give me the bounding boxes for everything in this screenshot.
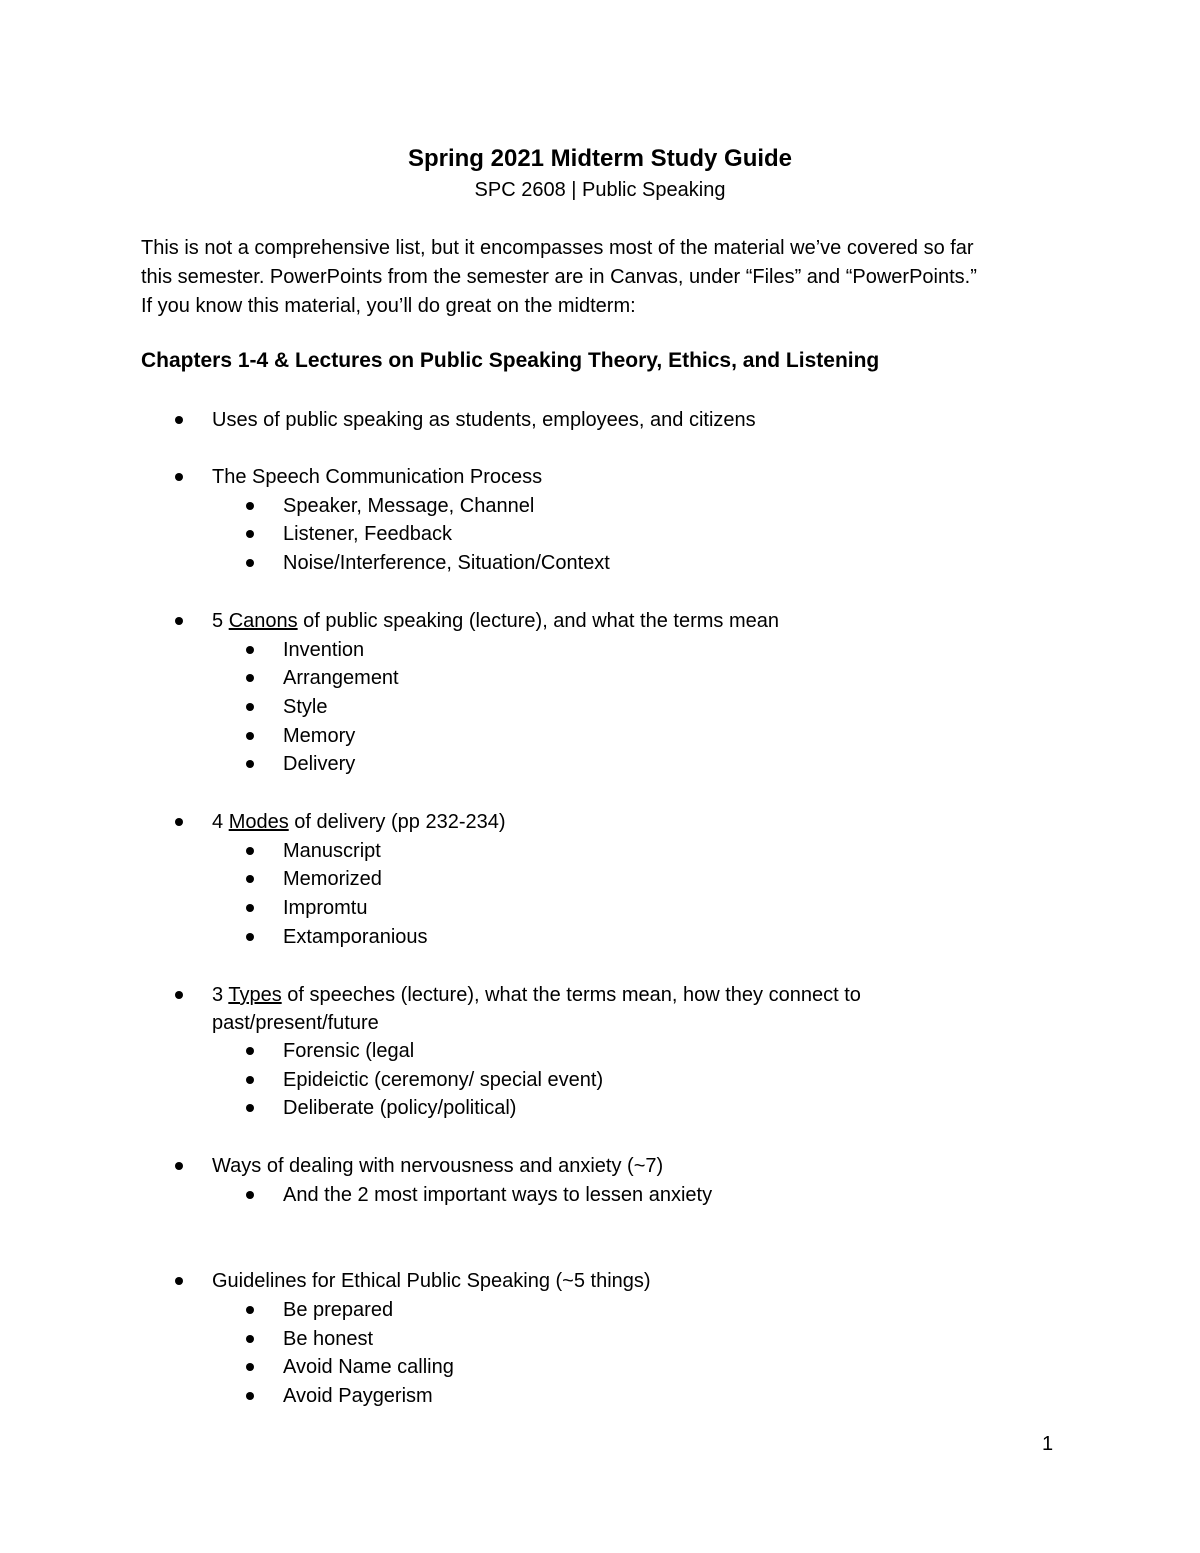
sublist-item-text: Listener, Feedback bbox=[283, 523, 452, 545]
bullet-icon bbox=[246, 559, 254, 567]
bullet-icon bbox=[246, 760, 254, 768]
sublist-item-text: Manuscript bbox=[283, 840, 381, 862]
document-subtitle: SPC 2608 | Public Speaking bbox=[474, 179, 726, 201]
sublist-item bbox=[283, 1037, 414, 1065]
sublist-item-text: Be honest bbox=[283, 1328, 374, 1350]
sublist-item-text: Speaker, Message, Channel bbox=[283, 495, 535, 517]
bullet-icon bbox=[246, 646, 254, 654]
sublist-item-text: Extamporanious bbox=[283, 926, 428, 948]
list-item-text: of public speaking (lecture), and what the terms mean bbox=[297, 610, 779, 632]
list-item-text: of speeches (lecture), what the terms mean, how they connect to bbox=[281, 984, 861, 1006]
bullet-icon bbox=[246, 1363, 254, 1371]
sublist-item bbox=[283, 923, 428, 951]
page-number: 1 bbox=[1042, 1433, 1054, 1455]
list-item-text: Uses of public speaking as students, employees, and citizens bbox=[212, 409, 756, 431]
list-item-continuation bbox=[212, 1009, 379, 1037]
list-item-canons bbox=[212, 607, 779, 635]
bullet-icon bbox=[246, 1392, 254, 1400]
sublist-item-text: Impromtu bbox=[283, 897, 368, 919]
list-item-text: past/present/future bbox=[212, 1012, 379, 1034]
sublist-item bbox=[283, 837, 381, 865]
bullet-icon bbox=[246, 904, 254, 912]
sublist-item bbox=[283, 1325, 373, 1353]
sublist-item bbox=[283, 549, 610, 577]
bullet-icon bbox=[246, 1076, 254, 1084]
sublist-item bbox=[283, 636, 364, 664]
sublist-item-text: Arrangement bbox=[283, 667, 399, 689]
bullet-icon bbox=[175, 617, 183, 625]
bullet-icon bbox=[246, 933, 254, 941]
sublist-item bbox=[283, 750, 355, 778]
sublist-item-text: Deliberate (policy/political) bbox=[283, 1097, 517, 1119]
sublist-item-text: Epideictic (ceremony/ special event) bbox=[283, 1069, 604, 1091]
sublist-item bbox=[283, 1296, 393, 1324]
bullet-icon bbox=[246, 732, 254, 740]
sublist-item-text: Delivery bbox=[283, 753, 356, 775]
intro-paragraph bbox=[141, 234, 1081, 321]
list-item-modes bbox=[212, 808, 506, 836]
list-item-text: 5 bbox=[212, 610, 229, 632]
list-item-text: 3 bbox=[212, 984, 229, 1006]
list-item-text: Ways of dealing with nervousness and anxiety (~7) bbox=[212, 1155, 664, 1177]
sublist-item-text: Style bbox=[283, 696, 328, 718]
sublist-item-text: Be prepared bbox=[283, 1299, 394, 1321]
list-item-process bbox=[212, 463, 542, 491]
list-item-ethics bbox=[212, 1267, 651, 1295]
sublist-item bbox=[283, 693, 327, 721]
sublist-item-text: Avoid Paygerism bbox=[283, 1385, 433, 1407]
bullet-icon bbox=[246, 1335, 254, 1343]
bullet-icon bbox=[175, 416, 183, 424]
sublist-item bbox=[283, 1066, 603, 1094]
sublist-item bbox=[283, 1181, 712, 1209]
sublist-item bbox=[283, 664, 399, 692]
bullet-icon bbox=[246, 502, 254, 510]
sublist-item-text: And the 2 most important ways to lessen anxiety bbox=[283, 1184, 713, 1206]
bullet-icon bbox=[175, 818, 183, 826]
list-item-text: of delivery (pp 232-234) bbox=[288, 811, 506, 833]
document-title: Spring 2021 Midterm Study Guide bbox=[407, 145, 793, 172]
bullet-icon bbox=[246, 1191, 254, 1199]
bullet-icon bbox=[246, 1306, 254, 1314]
list-item-types bbox=[212, 981, 861, 1009]
bullet-icon bbox=[246, 847, 254, 855]
bullet-icon bbox=[246, 674, 254, 682]
sublist-item-text: Memorized bbox=[283, 868, 382, 890]
underlined-term: Canons bbox=[228, 610, 298, 632]
sublist-item-text: Memory bbox=[283, 725, 356, 747]
sublist-item bbox=[283, 894, 367, 922]
underlined-term: Modes bbox=[228, 811, 289, 833]
bullet-icon bbox=[246, 875, 254, 883]
bullet-icon bbox=[175, 1162, 183, 1170]
sublist-item-text: Noise/Interference, Situation/Context bbox=[283, 552, 610, 574]
list-item-text: 4 bbox=[212, 811, 229, 833]
section-heading: Chapters 1-4 & Lectures on Public Speaking Theory, Ethics, and Listening bbox=[141, 349, 880, 372]
intro-line: this semester. PowerPoints from the semester are in Canvas, under “Files” and “PowerPoints.” bbox=[141, 266, 977, 288]
bullet-icon bbox=[246, 1104, 254, 1112]
bullet-icon bbox=[246, 703, 254, 711]
sublist-item bbox=[283, 1094, 516, 1122]
bullet-icon bbox=[175, 1277, 183, 1285]
list-item-text: Guidelines for Ethical Public Speaking (~5 things) bbox=[212, 1270, 651, 1292]
bullet-icon bbox=[175, 991, 183, 999]
sublist-item-text: Avoid Name calling bbox=[283, 1356, 454, 1378]
sublist-item bbox=[283, 520, 452, 548]
list-item-text: The Speech Communication Process bbox=[212, 466, 543, 488]
bullet-icon bbox=[246, 1047, 254, 1055]
intro-line: This is not a comprehensive list, but it encompasses most of the material we’ve covered so far bbox=[141, 237, 974, 259]
bullet-icon bbox=[246, 530, 254, 538]
list-item-nervousness bbox=[212, 1152, 663, 1180]
sublist-item bbox=[283, 492, 534, 520]
sublist-item-text: Forensic (legal bbox=[283, 1040, 415, 1062]
sublist-item bbox=[283, 865, 382, 893]
list-item-uses bbox=[212, 406, 756, 434]
sublist-item bbox=[283, 1353, 454, 1381]
bullet-icon bbox=[175, 473, 183, 481]
intro-line: If you know this material, you’ll do great on the midterm: bbox=[141, 295, 636, 317]
sublist-item bbox=[283, 722, 355, 750]
sublist-item bbox=[283, 1382, 433, 1410]
sublist-item-text: Invention bbox=[283, 639, 365, 661]
underlined-term: Types bbox=[228, 984, 282, 1006]
